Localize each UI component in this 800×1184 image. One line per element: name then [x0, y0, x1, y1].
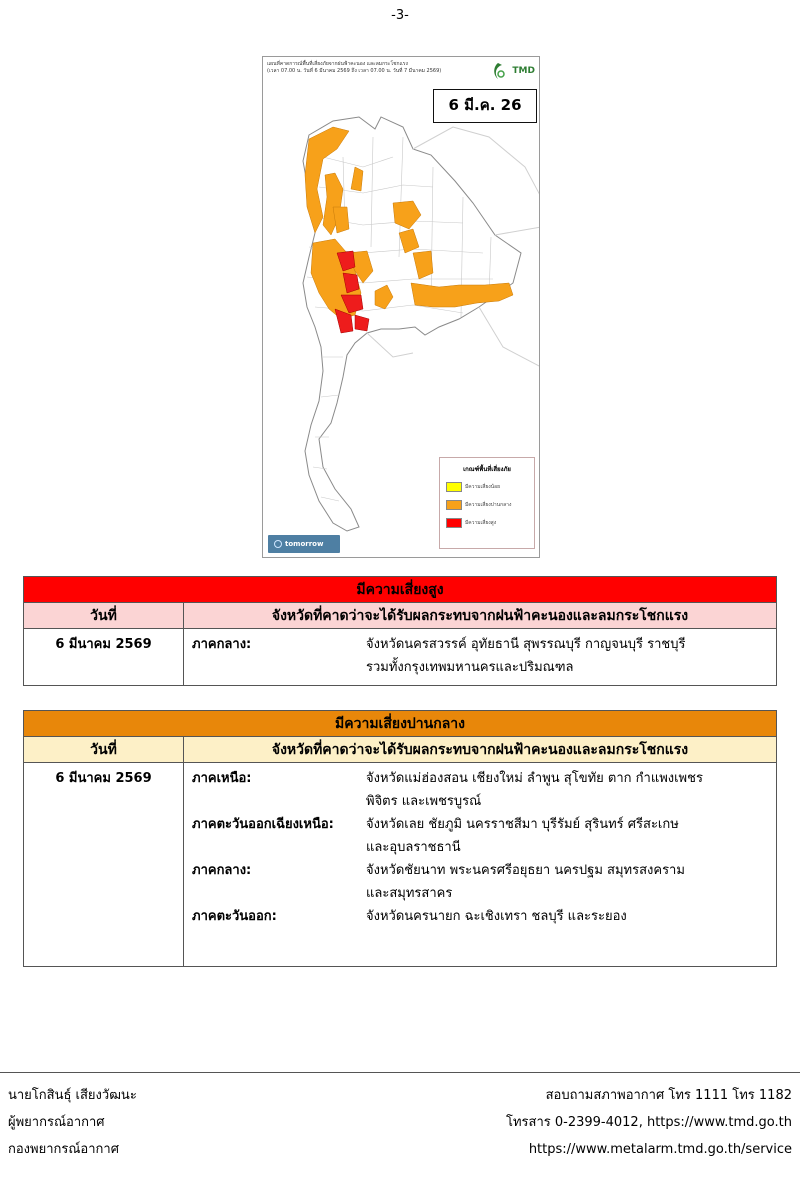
contact-service-link[interactable]: https://www.metalarm.tmd.go.th/service	[528, 1142, 792, 1157]
region-line2: รวมทั้งกรุงเทพมหานครและปริมณฑล	[366, 660, 574, 675]
contact-fax-website[interactable]: โทรสาร 0-2399-4012, https://www.tmd.go.th	[506, 1115, 792, 1130]
high-risk-provinces	[184, 629, 777, 686]
tomorrow-logo-icon	[274, 540, 282, 548]
high-risk-date: 6 มีนาคม 2569	[24, 629, 184, 686]
medium-risk-col-date: วันที่	[24, 737, 184, 763]
legend-swatch-low	[446, 482, 462, 492]
footer-forecaster	[8, 1082, 137, 1163]
contact-phone: สอบถามสภาพอากาศ โทร 1111 โทร 1182	[545, 1088, 792, 1103]
region-name: ภาคตะวันออกเฉียงเหนือ:	[192, 817, 334, 832]
map-logos	[488, 61, 535, 81]
medium-risk-title: มีความเสี่ยงปานกลาง	[24, 711, 777, 737]
map-header-line1: แผนที่คาดการณ์พื้นที่เสี่ยงภัยจากฝนฟ้าคะนอง และลมกระโชกแรง	[267, 61, 408, 67]
map-header	[267, 61, 487, 75]
forecaster-division: กองพยากรณ์อากาศ	[8, 1142, 119, 1157]
region-line1: จังหวัดนครสวรรค์ อุทัยธานี สุพรรณบุรี กาญจนบุรี ราชบุรี	[366, 637, 686, 652]
region-line2: และอุบลราชธานี	[366, 840, 461, 855]
risk-map-figure	[262, 56, 540, 558]
region-line2: และสมุทรสาคร	[366, 886, 453, 901]
map-legend	[439, 457, 535, 549]
tmd-logo: TMD	[512, 66, 535, 76]
legend-swatch-medium	[446, 500, 462, 510]
high-risk-table	[23, 576, 777, 686]
tomorrow-brand-badge	[268, 535, 340, 553]
legend-swatch-high	[446, 518, 462, 528]
region-provinces	[366, 859, 768, 905]
agency-logo-icon	[488, 61, 508, 81]
region-name: ภาคเหนือ:	[192, 771, 252, 786]
region-line1: จังหวัดเลย ชัยภูมิ นครราชสีมา บุรีรัมย์ สุรินทร์ ศรีสะเกษ	[366, 817, 679, 832]
medium-risk-provinces	[184, 763, 777, 967]
region-line1: จังหวัดชัยนาท พระนครศรีอยุธยา นครปฐม สมุทรสงคราม	[366, 863, 685, 878]
legend-label-high: มีความเสี่ยงสูง	[465, 520, 497, 526]
map-date-box: 6 มี.ค. 26	[433, 89, 537, 123]
region-row	[192, 859, 768, 905]
map-header-line2: (เวลา 07.00 น. วันที่ 6 มีนาคม 2569 ถึง เวลา 07.00 น. วันที่ 7 มีนาคม 2569)	[267, 68, 442, 74]
footer-contact	[506, 1082, 792, 1163]
legend-item-low	[446, 482, 528, 492]
high-risk-col-provinces: จังหวัดที่คาดว่าจะได้รับผลกระทบจากฝนฟ้าคะนองและลมกระโชกแรง	[184, 603, 777, 629]
forecaster-name: นายโกสินธุ์ เสียงวัฒนะ	[8, 1088, 137, 1103]
tomorrow-brand-text: tomorrow	[285, 540, 324, 548]
region-row	[192, 905, 768, 928]
legend-item-medium	[446, 500, 528, 510]
region-name: ภาคตะวันออก:	[192, 909, 277, 924]
region-row	[192, 633, 768, 679]
region-name: ภาคกลาง:	[192, 637, 252, 652]
region-row	[192, 813, 768, 859]
region-row	[192, 767, 768, 813]
legend-title: เกณฑ์พื้นที่เสี่ยงภัย	[463, 466, 511, 473]
region-provinces	[366, 905, 768, 928]
medium-risk-date: 6 มีนาคม 2569	[24, 763, 184, 967]
region-line2: พิจิตร และเพชรบูรณ์	[366, 794, 482, 809]
region-name: ภาคกลาง:	[192, 863, 252, 878]
footer-divider	[0, 1072, 800, 1073]
region-line1: จังหวัดนครนายก ฉะเชิงเทรา ชลบุรี และระยอง	[366, 909, 627, 924]
medium-risk-table	[23, 710, 777, 967]
high-risk-title: มีความเสี่ยงสูง	[24, 577, 777, 603]
legend-label-low: มีความเสี่ยงน้อย	[465, 484, 501, 490]
forecaster-position: ผู้พยากรณ์อากาศ	[8, 1115, 105, 1130]
legend-label-medium: มีความเสี่ยงปานกลาง	[465, 502, 512, 508]
region-provinces	[366, 813, 768, 859]
region-provinces	[366, 633, 768, 679]
legend-item-high	[446, 518, 528, 528]
region-provinces	[366, 767, 768, 813]
high-risk-col-date: วันที่	[24, 603, 184, 629]
region-line1: จังหวัดแม่ฮ่องสอน เชียงใหม่ ลำพูน สุโขทัย ตาก กำแพงเพชร	[366, 771, 703, 786]
medium-risk-col-provinces: จังหวัดที่คาดว่าจะได้รับผลกระทบจากฝนฟ้าคะนองและลมกระโชกแรง	[184, 737, 777, 763]
page-number: -3-	[391, 8, 409, 23]
